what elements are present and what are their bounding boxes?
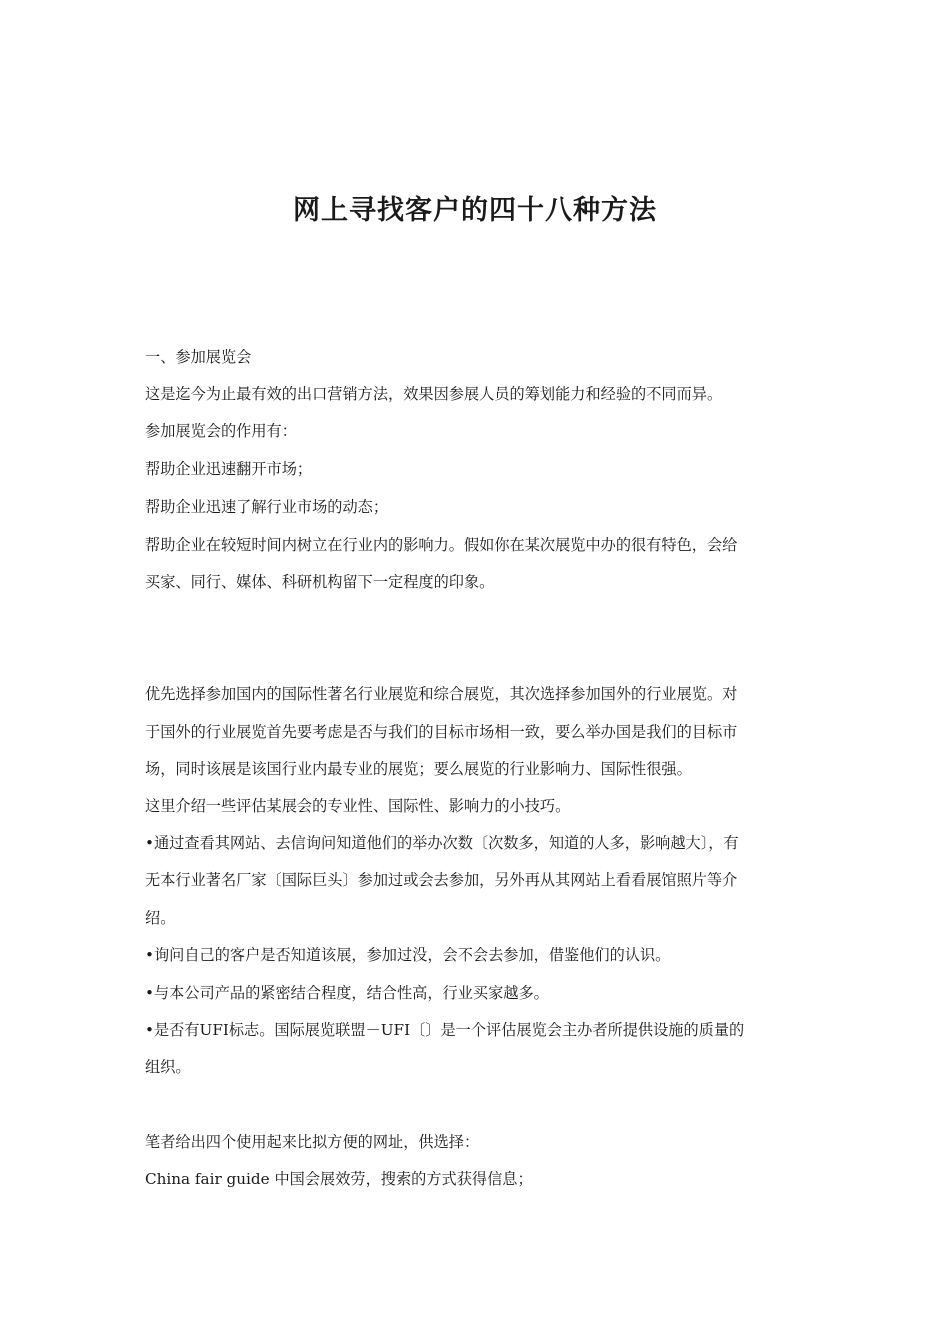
paragraph-line: 帮助企业迅速了解行业市场的动态； xyxy=(145,498,388,516)
paragraph-line: 无本行业著名厂家〔国际巨头〕参加过或会去参加，另外再从其网站上看看展馆照片等介 xyxy=(145,871,738,889)
paragraph-line: 绍。 xyxy=(145,909,176,927)
bullet-line: •是否有UFI标志。国际展览联盟－UFI〔〕是一个评估展览会主办者所提供设施的质量的 xyxy=(145,1021,745,1039)
paragraph-line: 买家、同行、媒体、科研机构留下一定程度的印象。 xyxy=(145,573,495,591)
paragraph-line: 帮助企业迅速翻开市场； xyxy=(145,460,313,478)
paragraph-line: 场，同时该展是该国行业内最专业的展览；要么展览的行业影响力、国际性很强。 xyxy=(145,760,692,778)
bullet-line: •与本公司产品的紧密结合程度，结合性高，行业买家越多。 xyxy=(145,984,549,1002)
paragraph-line: 优先选择参加国内的国际性著名行业展览和综合展览，其次选择参加国外的行业展览。对 xyxy=(145,685,738,703)
paragraph-line: 这是迄今为止最有效的出口营销方法，效果因参展人员的筹划能力和经验的不同而异。 xyxy=(145,385,723,403)
paragraph-line: 组织。 xyxy=(145,1058,191,1076)
paragraph-line: 参加展览会的作用有： xyxy=(145,422,297,440)
paragraph-line: 帮助企业在较短时间内树立在行业内的影响力。假如你在某次展览中办的很有特色，会给 xyxy=(145,536,738,554)
paragraph-line: 于国外的行业展览首先要考虑是否与我们的目标市场相一致，要么举办国是我们的目标市 xyxy=(145,723,738,741)
bullet-line: •通过查看其网站、去信询问知道他们的举办次数〔次数多，知道的人多，影响越大〕，有 xyxy=(145,834,739,852)
paragraph-line: 这里介绍一些评估某展会的专业性、国际性、影响力的小技巧。 xyxy=(145,797,571,815)
paragraph-line: 笔者给出四个使用起来比拟方便的网址，供选择： xyxy=(145,1133,480,1151)
section-heading: 一、参加展览会 xyxy=(145,348,252,366)
document-title: 网上寻找客户的四十八种方法 xyxy=(293,195,657,226)
paragraph-line: China fair guide 中国会展效劳，搜索的方式获得信息； xyxy=(145,1170,533,1188)
bullet-line: •询问自己的客户是否知道该展，参加过没，会不会去参加，借鉴他们的认识。 xyxy=(145,946,671,964)
